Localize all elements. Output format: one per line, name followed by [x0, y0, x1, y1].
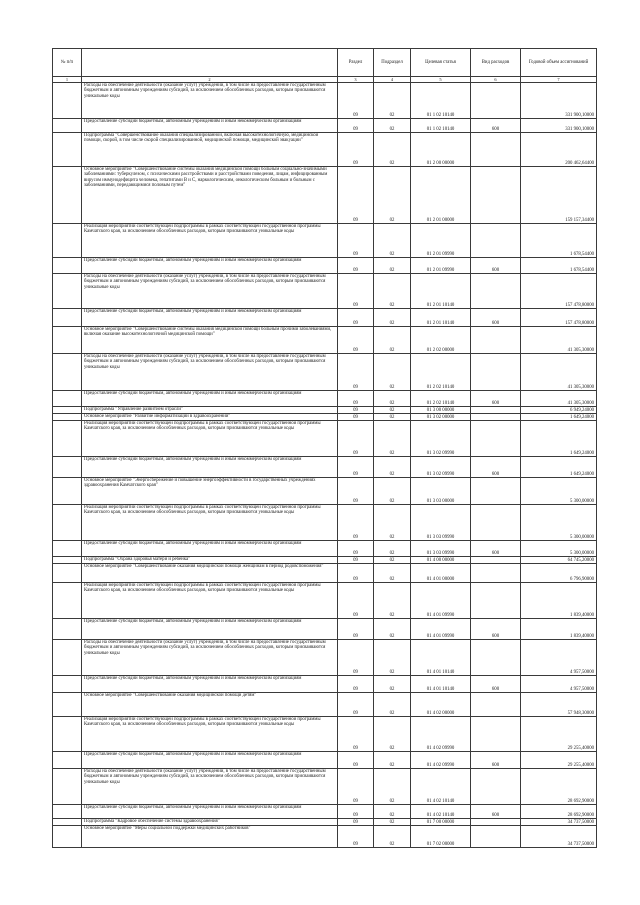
- column-number: 4: [374, 77, 411, 83]
- row-name-cell: Реализация мероприятий соответствующей подпрограммы в рамках соответствующей государственной программы Камчатского края, за исключением обособленных расходов, которым присваиваются уникальные коды: [82, 224, 338, 258]
- row-expense-type-cell: [471, 407, 521, 414]
- row-podrazdel-cell: 02: [374, 505, 411, 541]
- column-number: 2: [82, 77, 338, 83]
- row-target-article-cell: 01 4 01 10140: [411, 640, 471, 676]
- row-expense-type-cell: [471, 327, 521, 354]
- row-razdel-cell: 09: [338, 819, 374, 826]
- row-name-cell: Подпрограмма "Кадровое обеспечение системы здравоохранения": [82, 819, 338, 826]
- header-razdel: Раздел: [338, 49, 374, 77]
- row-target-article-cell: 01 1 02 10140: [411, 119, 471, 133]
- row-number-cell: [53, 717, 82, 752]
- table-row: [53, 258, 597, 274]
- row-number-cell: [53, 541, 82, 557]
- row-razdel-cell: 09: [338, 805, 374, 819]
- budget-table-sheet: [52, 48, 596, 848]
- row-expense-type-cell: 600: [471, 541, 521, 557]
- row-podrazdel-cell: 02: [374, 354, 411, 391]
- row-number-cell: [53, 258, 82, 274]
- row-target-article-cell: 01 3 03 09990: [411, 541, 471, 557]
- row-podrazdel-cell: 02: [374, 640, 411, 676]
- row-amount-cell: 331 900,10000: [521, 119, 597, 133]
- row-expense-type-cell: [471, 640, 521, 676]
- row-number-cell: [53, 505, 82, 541]
- row-name-cell: Основное мероприятие "Совершенствование оказания медицинской помощи женщинам в период родовспоможения": [82, 564, 338, 583]
- row-podrazdel-cell: 02: [374, 414, 411, 421]
- row-podrazdel-cell: 02: [374, 478, 411, 505]
- table-row: [53, 167, 597, 224]
- row-name-cell: Предоставление субсидий бюджетным, автономным учреждениям и иным некоммерческим организациям: [82, 457, 338, 478]
- row-target-article-cell: 01 2 01 09990: [411, 258, 471, 274]
- row-amount-cell: 6 949,24000: [521, 407, 597, 414]
- row-target-article-cell: 01 3 02 09990: [411, 457, 471, 478]
- table-row: [53, 457, 597, 478]
- row-expense-type-cell: 600: [471, 805, 521, 819]
- row-number-cell: [53, 457, 82, 478]
- row-number-cell: [53, 354, 82, 391]
- table-header-row: [53, 49, 597, 77]
- table-row: [53, 274, 597, 309]
- row-target-article-cell: 01 2 02 10140: [411, 391, 471, 407]
- row-podrazdel-cell: 02: [374, 421, 411, 457]
- row-amount-cell: 157 478,80000: [521, 274, 597, 309]
- row-podrazdel-cell: 02: [374, 693, 411, 717]
- row-number-cell: [53, 564, 82, 583]
- row-number-cell: [53, 583, 82, 619]
- row-name-cell: Основное мероприятие "Совершенствование оказания медицинской помощи детям": [82, 693, 338, 717]
- row-razdel-cell: 09: [338, 391, 374, 407]
- table-row: [53, 826, 597, 848]
- row-name-cell: Подпрограмма "Управление развитием отрасли": [82, 407, 338, 414]
- row-razdel-cell: 09: [338, 826, 374, 848]
- table-row: [53, 769, 597, 805]
- row-razdel-cell: 09: [338, 583, 374, 619]
- row-number-cell: [53, 826, 82, 848]
- table-row: [53, 354, 597, 391]
- row-podrazdel-cell: 02: [374, 752, 411, 769]
- header-annual-amount: Годовой объем ассигнований: [521, 49, 597, 77]
- table-row: [53, 133, 597, 167]
- column-number: 6: [471, 77, 521, 83]
- row-amount-cell: 1 678,54400: [521, 224, 597, 258]
- budget-allocation-table: [52, 48, 597, 848]
- row-expense-type-cell: 600: [471, 457, 521, 478]
- row-amount-cell: 1 839,40000: [521, 619, 597, 640]
- row-expense-type-cell: [471, 167, 521, 224]
- table-row: [53, 327, 597, 354]
- row-podrazdel-cell: 02: [374, 541, 411, 557]
- row-target-article-cell: 01 2 02 00000: [411, 327, 471, 354]
- row-podrazdel-cell: 02: [374, 274, 411, 309]
- row-amount-cell: 331 900,10000: [521, 83, 597, 119]
- row-number-cell: [53, 478, 82, 505]
- row-razdel-cell: 09: [338, 354, 374, 391]
- row-name-cell: Расходы на обеспечение деятельности (оказание услуг) учреждений, в том числе на предоставление государственным бюджетным и автономным учреждениям субсидий, за исключением обособленных расходов, которым присваиваются уникальные коды: [82, 640, 338, 676]
- header-target-article: Целевая статья: [411, 49, 471, 77]
- column-number: 3: [338, 77, 374, 83]
- row-number-cell: [53, 693, 82, 717]
- table-body: [53, 83, 597, 848]
- column-number: 5: [411, 77, 471, 83]
- row-expense-type-cell: [471, 83, 521, 119]
- row-number-cell: [53, 83, 82, 119]
- row-number-cell: [53, 769, 82, 805]
- row-razdel-cell: 09: [338, 309, 374, 327]
- row-name-cell: Реализация мероприятий соответствующей подпрограммы в рамках соответствующей государственной программы Камчатского края, за исключением обособленных расходов, которым присваиваются уникальные коды: [82, 717, 338, 752]
- row-amount-cell: 28 692,90000: [521, 769, 597, 805]
- row-target-article-cell: 01 4 02 09990: [411, 752, 471, 769]
- row-expense-type-cell: 600: [471, 676, 521, 693]
- row-number-cell: [53, 557, 82, 564]
- row-target-article-cell: 01 4 02 10140: [411, 805, 471, 819]
- row-name-cell: Основное мероприятие "Меры социальной поддержки медицинских работников": [82, 826, 338, 848]
- row-name-cell: Подпрограмма "Совершенствование оказания специализированной, включая высокотехнологичную, медицинской помощи, скорой, в том числе скорой специализированной, медицинской помощи, медицинской эвакуации": [82, 133, 338, 167]
- row-number-cell: [53, 640, 82, 676]
- row-amount-cell: 28 692,90000: [521, 805, 597, 819]
- row-amount-cell: 159 157,34400: [521, 167, 597, 224]
- row-amount-cell: 5 300,00000: [521, 478, 597, 505]
- table-row: [53, 693, 597, 717]
- row-name-cell: Основное мероприятие "Совершенствование системы оказания медицинской помощи больным социально-значимыми заболеваниями: туберкулезом, с психическими расстройствами и расстройствами поведения, лицам, инфицированным вирусом иммунодефицита человека, гепатитами В и С, наркологическим, онкологическим больным и больным с заболеваниями, передающимися половым путем": [82, 167, 338, 224]
- row-podrazdel-cell: 02: [374, 619, 411, 640]
- row-razdel-cell: 09: [338, 407, 374, 414]
- row-podrazdel-cell: 02: [374, 457, 411, 478]
- row-expense-type-cell: [471, 274, 521, 309]
- row-podrazdel-cell: 02: [374, 826, 411, 848]
- row-number-cell: [53, 805, 82, 819]
- row-target-article-cell: 01 4 00 00000: [411, 557, 471, 564]
- row-razdel-cell: 09: [338, 541, 374, 557]
- row-number-cell: [53, 327, 82, 354]
- row-razdel-cell: 09: [338, 564, 374, 583]
- row-expense-type-cell: [471, 421, 521, 457]
- row-expense-type-cell: 600: [471, 258, 521, 274]
- row-amount-cell: 157 478,80000: [521, 309, 597, 327]
- row-podrazdel-cell: 02: [374, 805, 411, 819]
- row-podrazdel-cell: 02: [374, 83, 411, 119]
- row-podrazdel-cell: 02: [374, 258, 411, 274]
- row-podrazdel-cell: 02: [374, 133, 411, 167]
- row-razdel-cell: 09: [338, 258, 374, 274]
- row-razdel-cell: 09: [338, 83, 374, 119]
- row-expense-type-cell: [471, 505, 521, 541]
- header-number: № п/п: [53, 49, 82, 77]
- row-razdel-cell: 09: [338, 224, 374, 258]
- row-target-article-cell: 01 3 03 00000: [411, 478, 471, 505]
- row-amount-cell: 1 649,24000: [521, 457, 597, 478]
- row-amount-cell: 41 305,30000: [521, 391, 597, 407]
- row-expense-type-cell: 600: [471, 752, 521, 769]
- row-name-cell: Предоставление субсидий бюджетным, автономным учреждениям и иным некоммерческим организациям: [82, 258, 338, 274]
- row-number-cell: [53, 274, 82, 309]
- row-razdel-cell: 09: [338, 619, 374, 640]
- row-podrazdel-cell: 02: [374, 564, 411, 583]
- row-razdel-cell: 09: [338, 327, 374, 354]
- row-podrazdel-cell: 02: [374, 119, 411, 133]
- row-name-cell: Предоставление субсидий бюджетным, автономным учреждениям и иным некоммерческим организациям: [82, 309, 338, 327]
- row-amount-cell: 5 300,00000: [521, 505, 597, 541]
- row-name-cell: Расходы на обеспечение деятельности (оказание услуг) учреждений, в том числе на предоставление государственным бюджетным и автономным учреждениям субсидий, за исключением обособленных расходов, которым присваиваются уникальные коды: [82, 274, 338, 309]
- table-row: [53, 478, 597, 505]
- row-podrazdel-cell: 02: [374, 391, 411, 407]
- row-number-cell: [53, 407, 82, 414]
- row-name-cell: Реализация мероприятий соответствующей подпрограммы в рамках соответствующей государственной программы Камчатского края, за исключением обособленных расходов, которым присваиваются уникальные коды: [82, 421, 338, 457]
- table-row: [53, 224, 597, 258]
- table-row: [53, 619, 597, 640]
- table-row: [53, 407, 597, 414]
- row-expense-type-cell: [471, 769, 521, 805]
- row-razdel-cell: 09: [338, 167, 374, 224]
- row-expense-type-cell: 600: [471, 309, 521, 327]
- row-name-cell: Основное мероприятие "Совершенствование системы оказания медицинской помощи больным прочими заболеваниями, включая оказание высокотехнологичной медицинской помощи": [82, 327, 338, 354]
- row-name-cell: Подпрограмма "Охрана здоровья матери и ребенка": [82, 557, 338, 564]
- table-row: [53, 309, 597, 327]
- column-number: 7: [521, 77, 597, 83]
- row-expense-type-cell: [471, 717, 521, 752]
- row-target-article-cell: 01 4 01 00000: [411, 564, 471, 583]
- header-expense-type: Вид расходов: [471, 49, 521, 77]
- row-number-cell: [53, 676, 82, 693]
- row-amount-cell: 41 305,30000: [521, 327, 597, 354]
- row-amount-cell: 64 745,20000: [521, 557, 597, 564]
- row-target-article-cell: 01 2 02 10140: [411, 354, 471, 391]
- row-target-article-cell: 01 4 01 09990: [411, 583, 471, 619]
- row-amount-cell: 29 255,40000: [521, 717, 597, 752]
- row-expense-type-cell: [471, 414, 521, 421]
- row-target-article-cell: 01 2 01 10140: [411, 274, 471, 309]
- row-name-cell: Реализация мероприятий соответствующей подпрограммы в рамках соответствующей государственной программы Камчатского края, за исключением обособленных расходов, которым присваиваются уникальные коды: [82, 505, 338, 541]
- row-amount-cell: 200 462,64400: [521, 133, 597, 167]
- row-expense-type-cell: [471, 564, 521, 583]
- row-number-cell: [53, 421, 82, 457]
- row-target-article-cell: 01 3 02 00000: [411, 414, 471, 421]
- row-razdel-cell: 09: [338, 752, 374, 769]
- row-name-cell: Предоставление субсидий бюджетным, автономным учреждениям и иным некоммерческим организациям: [82, 119, 338, 133]
- row-podrazdel-cell: 02: [374, 717, 411, 752]
- row-name-cell: Расходы на обеспечение деятельности (оказание услуг) учреждений, в том числе на предоставление государственным бюджетным и автономным учреждениям субсидий, за исключением обособленных расходов, которым присваиваются уникальные коды: [82, 83, 338, 119]
- row-target-article-cell: 01 2 01 09990: [411, 224, 471, 258]
- row-target-article-cell: 01 4 02 09990: [411, 717, 471, 752]
- table-row: [53, 541, 597, 557]
- table-row: [53, 819, 597, 826]
- row-target-article-cell: 01 2 01 10140: [411, 309, 471, 327]
- row-expense-type-cell: [471, 133, 521, 167]
- row-name-cell: Предоставление субсидий бюджетным, автономным учреждениям и иным некоммерческим организациям: [82, 391, 338, 407]
- row-target-article-cell: 01 7 00 00000: [411, 819, 471, 826]
- row-podrazdel-cell: 02: [374, 583, 411, 619]
- row-number-cell: [53, 224, 82, 258]
- row-podrazdel-cell: 02: [374, 167, 411, 224]
- row-name-cell: Предоставление субсидий бюджетным, автономным учреждениям и иным некоммерческим организациям: [82, 805, 338, 819]
- row-razdel-cell: 09: [338, 421, 374, 457]
- row-number-cell: [53, 414, 82, 421]
- row-name-cell: Предоставление субсидий бюджетным, автономным учреждениям и иным некоммерческим организациям: [82, 676, 338, 693]
- table-row: [53, 391, 597, 407]
- row-podrazdel-cell: 02: [374, 407, 411, 414]
- row-name-cell: Предоставление субсидий бюджетным, автономным учреждениям и иным некоммерческим организациям: [82, 619, 338, 640]
- row-razdel-cell: 09: [338, 274, 374, 309]
- row-name-cell: Предоставление субсидий бюджетным, автономным учреждениям и иным некоммерческим организациям: [82, 752, 338, 769]
- row-target-article-cell: 01 2 00 00000: [411, 133, 471, 167]
- row-number-cell: [53, 752, 82, 769]
- row-amount-cell: 1 649,24000: [521, 414, 597, 421]
- row-target-article-cell: 01 3 03 09990: [411, 505, 471, 541]
- row-podrazdel-cell: 02: [374, 327, 411, 354]
- row-name-cell: Реализация мероприятий соответствующей подпрограммы в рамках соответствующей государственной программы Камчатского края, за исключением обособленных расходов, которым присваиваются уникальные коды: [82, 583, 338, 619]
- row-amount-cell: 34 737,50000: [521, 826, 597, 848]
- row-amount-cell: 1 678,54400: [521, 258, 597, 274]
- row-target-article-cell: 01 3 02 09990: [411, 421, 471, 457]
- row-name-cell: Расходы на обеспечение деятельности (оказание услуг) учреждений, в том числе на предоставление государственным бюджетным и автономным учреждениям субсидий, за исключением обособленных расходов, которым присваиваются уникальные коды: [82, 769, 338, 805]
- table-row: [53, 421, 597, 457]
- row-razdel-cell: 09: [338, 717, 374, 752]
- row-expense-type-cell: [471, 583, 521, 619]
- table-row: [53, 119, 597, 133]
- table-row: [53, 414, 597, 421]
- table-row: [53, 717, 597, 752]
- row-name-cell: Основное мероприятие "Развитие информатизации в здравоохранении": [82, 414, 338, 421]
- row-number-cell: [53, 167, 82, 224]
- row-expense-type-cell: [471, 819, 521, 826]
- row-razdel-cell: 09: [338, 505, 374, 541]
- row-amount-cell: 4 957,50000: [521, 676, 597, 693]
- row-number-cell: [53, 119, 82, 133]
- row-amount-cell: 1 649,24000: [521, 421, 597, 457]
- row-expense-type-cell: [471, 354, 521, 391]
- row-expense-type-cell: 600: [471, 391, 521, 407]
- row-amount-cell: 29 255,40000: [521, 752, 597, 769]
- row-razdel-cell: 09: [338, 676, 374, 693]
- row-amount-cell: 6 796,90000: [521, 564, 597, 583]
- column-number: 1: [53, 77, 82, 83]
- row-expense-type-cell: [471, 224, 521, 258]
- row-number-cell: [53, 309, 82, 327]
- row-podrazdel-cell: 02: [374, 769, 411, 805]
- row-name-cell: Предоставление субсидий бюджетным, автономным учреждениям и иным некоммерческим организациям: [82, 541, 338, 557]
- row-expense-type-cell: 600: [471, 619, 521, 640]
- table-row: [53, 557, 597, 564]
- table-row: [53, 805, 597, 819]
- row-podrazdel-cell: 02: [374, 224, 411, 258]
- table-row: [53, 83, 597, 119]
- row-target-article-cell: 01 4 02 00000: [411, 693, 471, 717]
- row-razdel-cell: 09: [338, 557, 374, 564]
- row-target-article-cell: 01 2 01 00000: [411, 167, 471, 224]
- row-expense-type-cell: [471, 557, 521, 564]
- table-row: [53, 640, 597, 676]
- row-number-cell: [53, 619, 82, 640]
- row-amount-cell: 5 300,00000: [521, 541, 597, 557]
- row-razdel-cell: 09: [338, 769, 374, 805]
- row-amount-cell: 57 948,30000: [521, 693, 597, 717]
- row-expense-type-cell: [471, 693, 521, 717]
- row-podrazdel-cell: 02: [374, 676, 411, 693]
- row-expense-type-cell: [471, 478, 521, 505]
- row-amount-cell: 41 305,30000: [521, 354, 597, 391]
- row-expense-type-cell: [471, 826, 521, 848]
- row-name-cell: Основное мероприятие "Энергосбережение и повышение энергоэффективности в государственных учреждениях здравоохранения Камчатского края": [82, 478, 338, 505]
- row-razdel-cell: 09: [338, 640, 374, 676]
- table-row: [53, 752, 597, 769]
- row-expense-type-cell: 600: [471, 119, 521, 133]
- row-razdel-cell: 09: [338, 414, 374, 421]
- row-razdel-cell: 09: [338, 693, 374, 717]
- row-razdel-cell: 09: [338, 119, 374, 133]
- row-amount-cell: 34 737,50000: [521, 819, 597, 826]
- row-number-cell: [53, 391, 82, 407]
- row-amount-cell: 4 957,50000: [521, 640, 597, 676]
- row-podrazdel-cell: 02: [374, 309, 411, 327]
- row-target-article-cell: 01 4 01 09990: [411, 619, 471, 640]
- row-podrazdel-cell: 02: [374, 557, 411, 564]
- row-target-article-cell: 01 1 02 10140: [411, 83, 471, 119]
- table-row: [53, 583, 597, 619]
- row-target-article-cell: 01 4 01 10140: [411, 676, 471, 693]
- row-razdel-cell: 09: [338, 133, 374, 167]
- header-podrazdel: Подраздел: [374, 49, 411, 77]
- row-podrazdel-cell: 02: [374, 819, 411, 826]
- row-amount-cell: 1 839,40000: [521, 583, 597, 619]
- row-name-cell: Расходы на обеспечение деятельности (оказание услуг) учреждений, в том числе на предоставление государственным бюджетным и автономным учреждениям субсидий, за исключением обособленных расходов, которым присваиваются уникальные коды: [82, 354, 338, 391]
- row-razdel-cell: 09: [338, 478, 374, 505]
- row-target-article-cell: 01 4 02 10140: [411, 769, 471, 805]
- table-row: [53, 564, 597, 583]
- row-number-cell: [53, 819, 82, 826]
- table-row: [53, 505, 597, 541]
- row-number-cell: [53, 133, 82, 167]
- table-row: [53, 676, 597, 693]
- row-razdel-cell: 09: [338, 457, 374, 478]
- header-name: [82, 49, 338, 77]
- row-target-article-cell: 01 7 02 00000: [411, 826, 471, 848]
- row-target-article-cell: 01 3 00 00000: [411, 407, 471, 414]
